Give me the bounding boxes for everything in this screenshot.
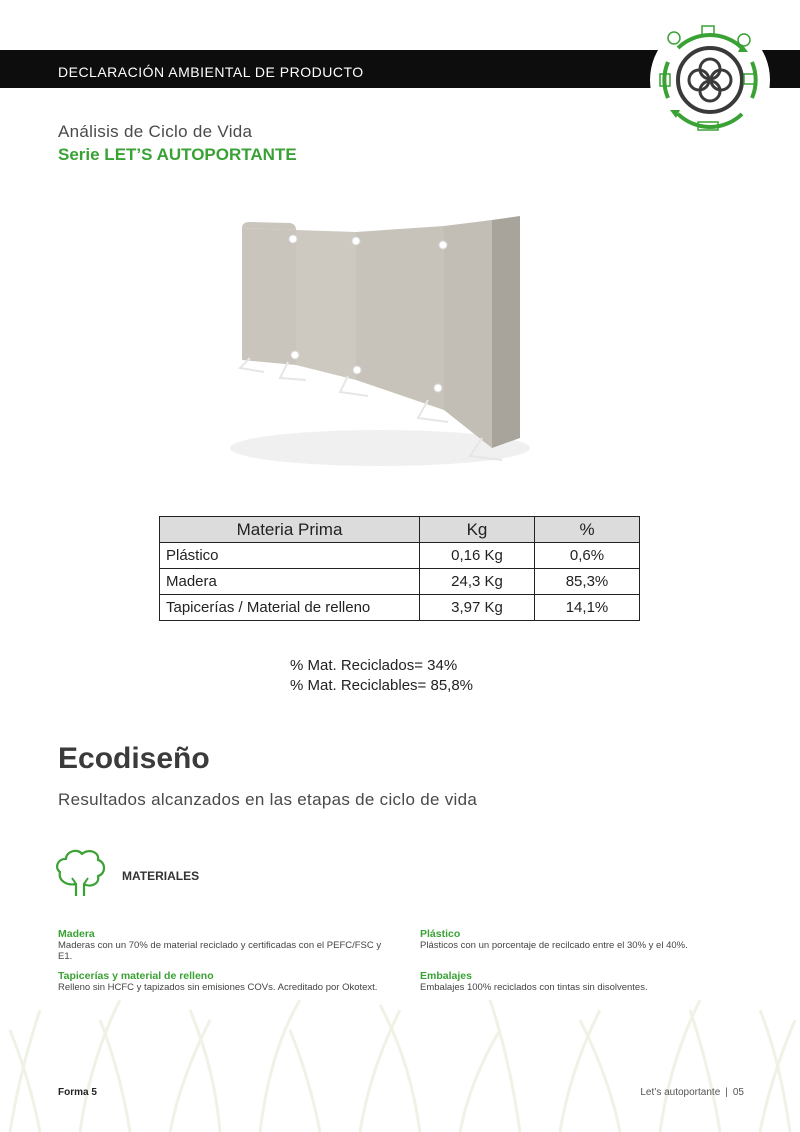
item-heading: Tapicerías y material de relleno [58, 970, 214, 982]
material-percent: 14,1% [535, 595, 640, 621]
header-cell-materia-prima: Materia Prima [160, 517, 420, 543]
header-cell-kg: Kg [420, 517, 535, 543]
list-item-plastico [420, 929, 750, 951]
tree-icon [52, 846, 108, 900]
item-text: Relleno sin HCFC y tapizados sin emisiones COVs. Acreditado por Okotext. [58, 982, 378, 993]
ecodesign-title: Ecodiseño [58, 742, 210, 775]
material-percent: 0,6% [535, 543, 640, 569]
table-header-row [160, 517, 640, 543]
header-cell-percent: % [535, 517, 640, 543]
item-heading: Madera [58, 928, 95, 940]
table-row [160, 543, 640, 569]
material-kg: 24,3 Kg [420, 569, 535, 595]
footer-page-info [640, 1087, 744, 1098]
material-name: Madera [160, 569, 420, 595]
material-kg: 3,97 Kg [420, 595, 535, 621]
item-text: Maderas con un 70% de material reciclado y certificadas con el PEFC/FSC y E1. [58, 940, 382, 962]
grass-background [0, 990, 800, 1132]
lifecycle-badge-icon [648, 18, 772, 142]
recyclable-percentage: % Mat. Reciclables= 85,8% [290, 677, 474, 694]
material-percent: 85,3% [535, 569, 640, 595]
footer-brand: Forma 5 [58, 1087, 97, 1098]
materials-table [159, 516, 640, 621]
table-row [160, 595, 640, 621]
item-text: Embalajes 100% reciclados con tintas sin disolventes. [420, 982, 648, 993]
product-image [220, 210, 540, 485]
footer-separator: | [725, 1087, 728, 1098]
footer-product-name: Let’s autoportante [640, 1087, 721, 1098]
table-row [160, 569, 640, 595]
material-kg: 0,16 Kg [420, 543, 535, 569]
material-name: Tapicerías / Material de relleno [160, 595, 420, 621]
lca-subtitle: Análisis de Ciclo de Vida [58, 122, 253, 141]
item-text: Plásticos con un porcentaje de recilcado entre el 30% y el 40%. [420, 940, 688, 951]
series-title: Serie LET’S AUTOPORTANTE [58, 145, 297, 164]
materials-heading: MATERIALES [122, 869, 200, 883]
page-number: 05 [732, 1087, 744, 1098]
recycled-percentage: % Mat. Reciclados= 34% [290, 657, 458, 674]
list-item-madera [58, 929, 393, 962]
item-heading: Embalajes [420, 970, 472, 982]
ecodesign-subtitle: Resultados alcanzados en las etapas de ciclo de vida [58, 790, 478, 809]
percentages-block [290, 656, 473, 696]
item-heading: Plástico [420, 928, 461, 940]
header-title: DECLARACIÓN AMBIENTAL DE PRODUCTO [58, 64, 364, 80]
material-name: Plástico [160, 543, 420, 569]
